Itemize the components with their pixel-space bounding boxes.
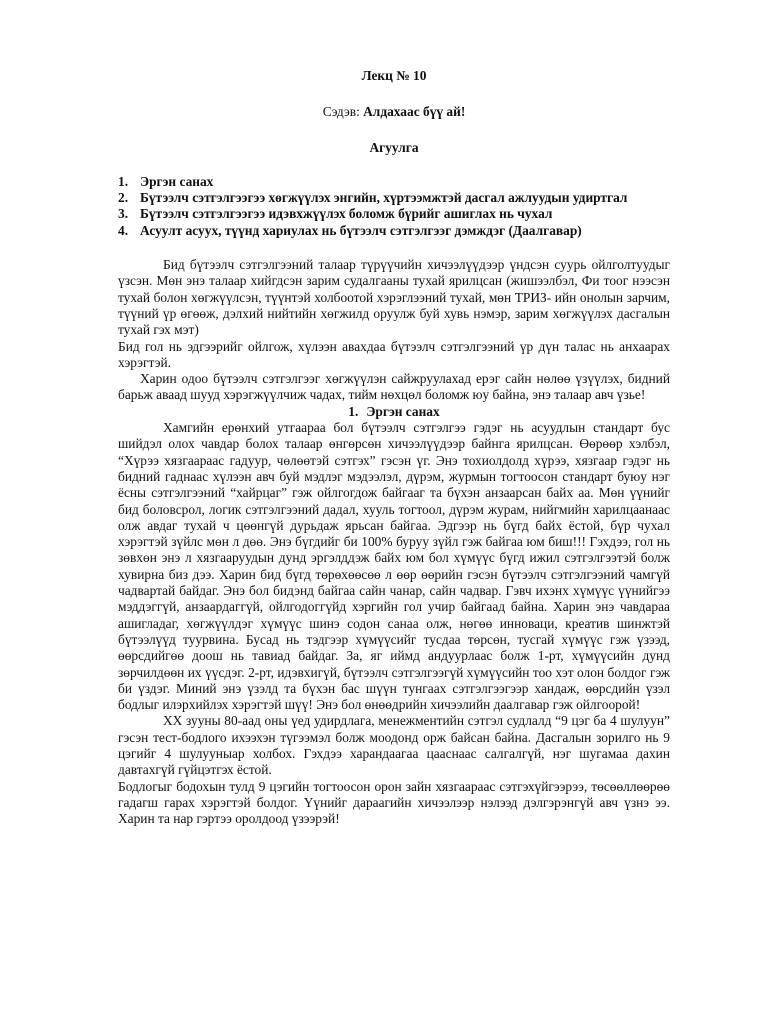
outline-item: [118, 206, 670, 222]
section-heading-number: 1.: [348, 403, 359, 419]
subject-label: Сэдэв:: [322, 104, 364, 120]
lecture-title: Лекц № 10: [361, 68, 427, 83]
subject-title: Алдахаас бүү ай!: [363, 104, 466, 120]
intro-paragraph-1: Бид бүтээлч сэтгэлгээний талаар түрүүчийн хичээлүүдээр үндсэн суурь ойлголтуудыг үзсэн. Мөн энэ талаар хийгдсэн зарим судалгааны тухай ярилцсан (жишээлбэл, Фи тоог нээсэн тухай болон хөгжүүлсэн, түүнтэй холбоотой хэрэглээний тухай, мөн ТРИЗ- ийн онолын зарчим, түүний үр өгөөж, дэлхий нийтийн хөгжилд оруулж буй хувь нэмэр, зарим хөгжүүлэх дасгалын тухай гэх мэт): [118, 257, 670, 338]
outline-item-number: 1.: [118, 173, 129, 189]
outline-item: [118, 190, 670, 206]
section-paragraph-1: Хамгийн ерөнхий утгаараа бол бүтээлч сэтгэлгээ гэдэг нь асуудлын стандарт бус шийдэл олох чавдар болох талаар өнгөрсөн хичээлүүдээр байнга ярилцсан. Өөрөөр хэлбэл, “Хүрээ хязгаараас гадуур, чөлөөтэй сэтгэх” гэсэн үг. Энэ тохиолдолд хүрээ, хязгаар гэдэг нь бидний гаднаас хүлээн авч буй мэдлэг мэдээлэл, дүрэм, журмын тогтоосон стандарт буюу нэг ёсны сэтгэлгээний “хайрцаг” гэж ойлгогдож байгааг та бүхэн анзаарсан байх аа. Мөн үүнийг бид боловсрол, логик сэтгэлгээний дадал, хууль тогтоол, дүрэм журам, нийгмийн харилцаанаас олж авдаг тухай ч цөөнгүй дурьдаж ярьсан байгаа. Эдгээр нь бүгд байх ёстой, бүр чухал хэрэгтэй зүйлс мөн л дөө. Энэ бүгдийг би 100% буруу зүйл гэж байгаа юм биш!!! Гэхдээ, гол нь зөвхөн энэ л хязгааруудын дунд эргэлддэж байх юм бол хүмүүс бүгд ижил сэтгэлгээтэй болж хувирна биз дээ. Харин бид бүгд төрөхөөсөө л өөр өөрийн гэсэн бүтээлч сэтгэлгээний чамгүй чадвартай байдаг. Энэ бол бидэнд байгаа сайн чанар, сайн чадвар. Гэвч ихэнх хүмүүс үүнийгээ мэддэггүй, анзаардаггүй, ойлгодоггүйд хэргийн гол учир байгаад байна. Харин энэ чавдараа ашигладаг, хөгжүүлдэг хүмүүс шинэ содон санаа олж, нөгөө инноваци, креатив шинжтэй бүтээлүүд туурвина. Бусад нь тэдгээр хүмүүсийг тусдаа төрсөн, тусгай хүмүүс гэж үзээд, өөрсдийгөө доош нь тавиад байдаг. За, яг иймд андуурлаас болж 1-рт, хүмүүсийн дунд зөрчилдөөн их үүсдэг. 2-рт, идэвхигүй, бүтээлч сэтгэлгээгүй хүмүүсийн тоо хэт олон болдог гэж би үздэг. Миний энэ үзэлд та бүхэн бас шүүн тунгаах сэтгэлгээгээр хандаж, өөрсдийн үзэл бодлыг илэрхийлэх хэрэгтэй шүү! Энэ бол өнөөдрийн хичээлийн даалгавар гэж ойлгоорой!: [118, 420, 670, 713]
section-heading-text: Эргэн санах: [366, 403, 440, 419]
intro-paragraph-2: Бид гол нь эдгээрийг ойлгож, хүлээн авахдаа бүтээлч сэтгэлгээний үр дүн талас нь анхаарах хэрэгтэй.: [118, 338, 670, 370]
section-heading: [118, 404, 670, 420]
outline-item-number: 3.: [118, 206, 129, 222]
intro-paragraph-3: Харин одоо бүтээлч сэтгэлгээг хөгжүүлэн сайжруулахад ерэг сайн нөлөө үзүүлэх, бидний барьж аваад шууд хэрэгжүүлчиж чадах, тийм нөхцөл боломж юу байна, энэ талаар авч үзье!: [118, 371, 670, 403]
outline-item-text: Асуулт асуух, түүнд хариулах нь бүтээлч сэтгэлгээг дэмждэг (Даалгавар): [140, 222, 582, 238]
outline-item: [118, 174, 670, 190]
document-body: [118, 68, 670, 827]
outline-item-text: Эргэн санах: [140, 173, 214, 189]
contents-heading: Агуулга: [369, 139, 419, 155]
outline-list: [118, 174, 670, 239]
outline-item-text: Бүтээлч сэтгэлгээгээ идэвхжүүлэх боломж бүрийг ашиглах нь чухал: [140, 206, 553, 222]
section-paragraph-3: Бодлогыг бодохын тулд 9 цэгийн тогтоосон орон зайн хязгаараас сэтгэхүйгээрээ, төсөөллөөрөө гадагш гарах хэрэгтэй болдог. Үүнийг дараагийн хичээлээр нэлээд дэлгэрэнгүй авч үзнэ ээ. Харин та нар гэртээ оролдоод үзээрэй!: [118, 778, 670, 827]
subject-line: [118, 104, 670, 120]
section-paragraph-2: XX зууны 80-аад оны үед удирдлага, менежментийн сэтгэл судлалд “9 цэг ба 4 шулуун” гэсэн тест-бодлого ихээхэн түгээмэл болж моодонд орж байсан байна. Дасгалын зорилго нь 9 цэгийг 4 шулууныар холбох. Гэхдээ харандаагаа цааснаас салгалгүй, нэг шугамаа дахин давтахгүй гүйцэтгэх ёстой.: [118, 713, 670, 778]
outline-item-number: 2.: [118, 190, 129, 206]
outline-item: [118, 223, 670, 239]
outline-item-text: Бүтээлч сэтгэлгээгээ хөгжүүлэх энгийн, хүртээмжтэй дасгал ажлуудын удиртгал: [140, 190, 628, 206]
outline-item-number: 4.: [118, 222, 129, 238]
